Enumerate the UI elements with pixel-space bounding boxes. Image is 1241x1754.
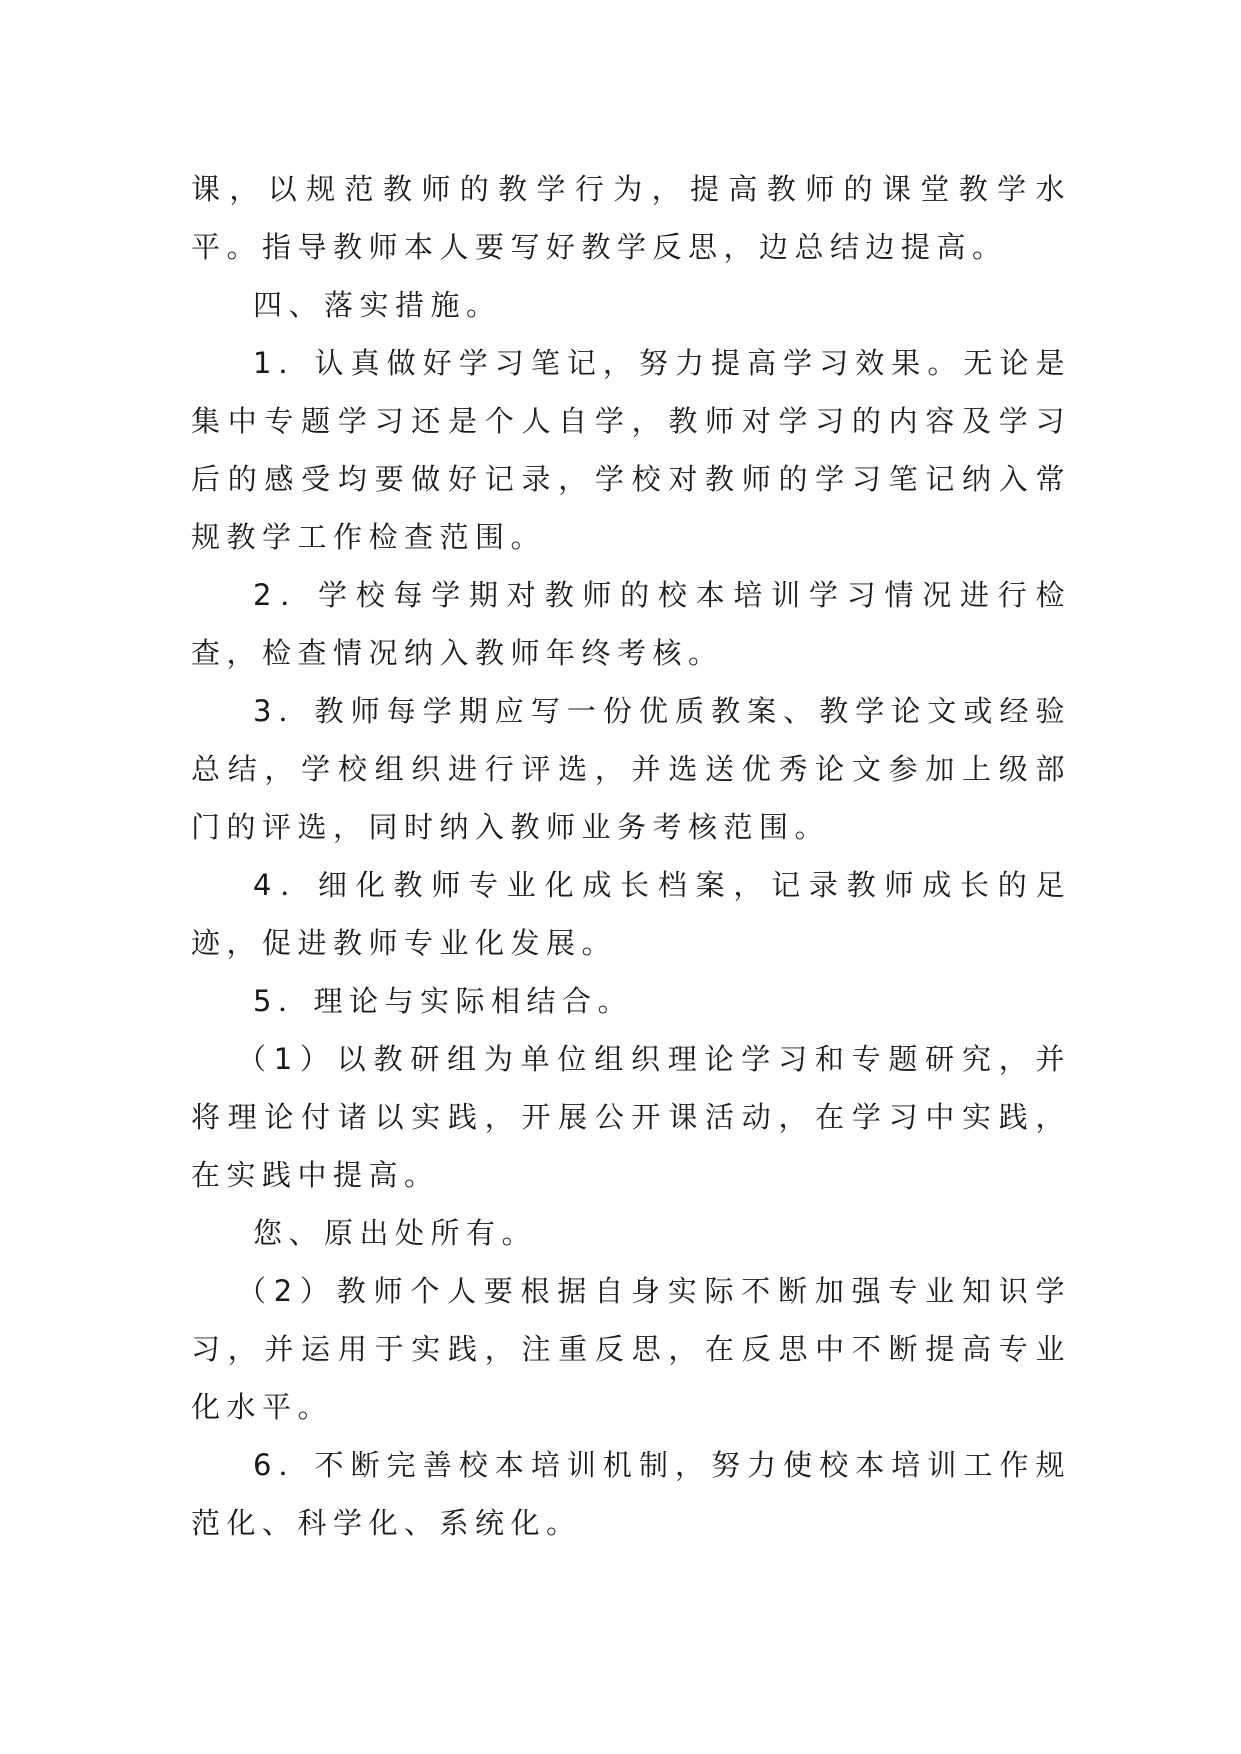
list-item-6: 6．不断完善校本培训机制，努力使校本培训工作规范化、科学化、系统化。 [191,1448,1071,1540]
source-note: 您、原出处所有。 [253,1216,538,1250]
sub-item-1: （1）以教研组为单位组织理论学习和专题研究，并将理论付诸以实践，开展公开课活动，在学习中实践，在实践中提高。 [191,1042,1071,1192]
list-item-4: 4．细化教师专业化成长档案，记录教师成长的足迹，促进教师专业化发展。 [191,868,1071,960]
sub-item-2: （2）教师个人要根据自身实际不断加强专业知识学习，并运用于实践，注重反思，在反思中不断提高专业化水平。 [191,1274,1071,1424]
list-item-5: 5．理论与实际相结合。 [253,984,633,1018]
section-heading-measures: 四、落实措施。 [253,288,502,322]
list-item-3: 3．教师每学期应写一份优质教案、教学论文或经验总结，学校组织进行评选，并选送优秀论文参加上级部门的评选，同时纳入教师业务考核范围。 [191,694,1071,844]
document-body [191,160,1071,1552]
list-item-1: 1．认真做好学习笔记，努力提高学习效果。无论是集中专题学习还是个人自学，教师对学习的内容及学习后的感受均要做好记录，学校对教师的学习笔记纳入常规教学工作检查范围。 [191,346,1071,554]
paragraph-continuation: 课，以规范教师的教学行为，提高教师的课堂教学水平。指导教师本人要写好教学反思，边总结边提高。 [191,172,1071,264]
list-item-2: 2．学校每学期对教师的校本培训学习情况进行检查，检查情况纳入教师年终考核。 [191,578,1071,670]
